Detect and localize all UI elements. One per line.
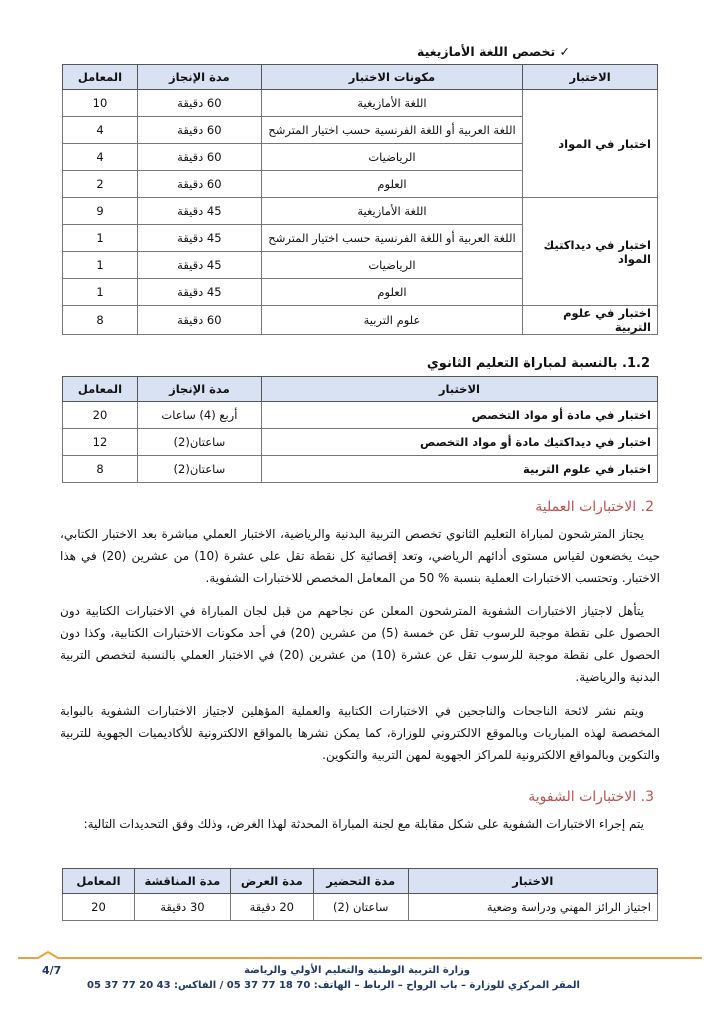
- header-coefficient: المعامل: [63, 869, 135, 894]
- table-header-row: [63, 869, 658, 894]
- practical-paragraph-3: ويتم نشر لائحة الناجحات والناجحين في الاختبارات الكتابية والعملية المؤهلين لاجتياز الاختبارات الشفوية بالبوابة المخصصة لهذه المباريات وبالموقع الالكتروني للوزارة، كما يمكن نشرها بالمواقع الالكترونية للأكاديميات الجهوية للتربية والتكوين وبالمواقع الالكترونية للمراكز الجهوية لمهن التربية والتكوين.: [60, 704, 660, 762]
- secondary-section-title: 1.2. بالنسبة لمباراة التعليم الثانوي: [426, 356, 650, 371]
- test-name: اختبار في مادة أو مواد التخصص: [261, 402, 657, 429]
- test-coefficient: 4: [63, 117, 138, 144]
- test-duration: 45 دقيقة: [137, 225, 261, 252]
- test-component: علوم التربية: [261, 306, 522, 335]
- test-name: اختبار في علوم التربية: [523, 306, 658, 335]
- specialization-heading-text: تخصص اللغة الأمازيغية: [417, 44, 556, 59]
- practical-tests-title: 2. الاختبارات العملية: [535, 499, 654, 515]
- test-component: اللغة الأمازيغية: [261, 198, 522, 225]
- specialization-heading: [417, 44, 570, 59]
- test-coefficient: 1: [63, 279, 138, 306]
- practical-paragraph-2: يتأهل لاجتياز الاختبارات الشفوية المترشحون المعلن عن نجاحهم من قبل لجان المباراة في الاختبارات الكتابية دون الحصول على نقطة موجبة للرسوب تقل عن خمسة (5) من عشرين (20) في أحد مكونات الاختبارات الكتابية، وكذا دون الحصول على نقطة موجبة للرسوب تقل عن عشرة (10) من عشرين (20) في الاختبار العملي بالنسبة لتخصص التربية البدنية والرياضية.: [60, 604, 661, 684]
- test-coefficient: 20: [63, 894, 135, 921]
- test-coefficient: 9: [63, 198, 138, 225]
- test-name: اختبار في المواد: [523, 90, 658, 198]
- header-duration: مدة الإنجاز: [137, 377, 261, 402]
- footer-wave-line: [18, 950, 702, 960]
- footer-address: المقر المركزي للوزارة – باب الرواح – الرباط – الهاتف: 70 18 77 37 05 / الفاكس: 43 20 77 37 05: [87, 980, 580, 991]
- test-name: اجتياز الرائز المهني ودراسة وضعية: [408, 894, 657, 921]
- presentation-duration: 20 دقيقة: [230, 894, 313, 921]
- test-coefficient: 1: [63, 225, 138, 252]
- oral-tests-title: 3. الاختبارات الشفوية: [528, 789, 654, 805]
- test-component: اللغة الأمازيغية: [261, 90, 522, 117]
- header-presentation: مدة العرض: [230, 869, 313, 894]
- oral-paragraph: يتم إجراء الاختبارات الشفوية على شكل مقابلة مع لجنة المباراة المحدثة لهذا الغرض، وذلك وفق التحديدات التالية:: [83, 817, 644, 831]
- header-discussion: مدة المناقشة: [134, 869, 230, 894]
- test-name: اختبار في علوم التربية: [261, 456, 657, 483]
- test-component: الرياضيات: [261, 144, 522, 171]
- test-coefficient: 10: [63, 90, 138, 117]
- footer-ministry: وزارة التربية الوطنية والتعليم الأولي والرياضة: [244, 965, 470, 976]
- test-coefficient: 8: [63, 456, 138, 483]
- check-icon: ✓: [559, 44, 570, 59]
- test-coefficient: 4: [63, 144, 138, 171]
- preparation-duration: ساعتان (2): [313, 894, 408, 921]
- test-duration: 45 دقيقة: [137, 198, 261, 225]
- test-component: اللغة العربية أو اللغة الفرنسية حسب اختيار المترشح: [261, 225, 522, 252]
- test-coefficient: 8: [63, 306, 138, 335]
- header-test: الاختبار: [523, 65, 658, 90]
- table-row: [63, 198, 658, 225]
- table-row: [63, 90, 658, 117]
- test-name: اختبار في ديداكتيك المواد: [523, 198, 658, 306]
- test-duration: 60 دقيقة: [137, 171, 261, 198]
- table-row: [63, 456, 658, 483]
- amazigh-tests-table: [62, 64, 658, 335]
- test-duration: ساعتان(2): [137, 456, 261, 483]
- header-components: مكونات الاختبار: [261, 65, 522, 90]
- header-test: الاختبار: [261, 377, 657, 402]
- test-duration: أربع (4) ساعات: [137, 402, 261, 429]
- header-preparation: مدة التحضير: [313, 869, 408, 894]
- test-duration: 60 دقيقة: [137, 144, 261, 171]
- test-duration: 60 دقيقة: [137, 90, 261, 117]
- test-coefficient: 2: [63, 171, 138, 198]
- test-coefficient: 20: [63, 402, 138, 429]
- page-number: 4/7: [42, 964, 62, 977]
- test-component: العلوم: [261, 279, 522, 306]
- table-header-row: [63, 377, 658, 402]
- test-duration: ساعتان(2): [137, 429, 261, 456]
- test-duration: 60 دقيقة: [137, 306, 261, 335]
- practical-paragraph-1: يجتاز المترشحون لمباراة التعليم الثانوي تخصص التربية البدنية والرياضية، الاختبار العملي مباشرة بعد الاختبار الكتابي، حيث يخضعون لقياس مستوى أدائهم الرياضي، وتعد إقصائية كل نقطة تقل على عشرة (10) من عشرين (20) في هذا الاختبار. وتحتسب الاختبارات العملية بنسبة % 50 من المعامل المخصص للاختبارات الشفوية.: [60, 527, 660, 585]
- test-duration: 45 دقيقة: [137, 252, 261, 279]
- test-duration: 60 دقيقة: [137, 117, 261, 144]
- test-coefficient: 1: [63, 252, 138, 279]
- table-row: [63, 306, 658, 335]
- header-coefficient: المعامل: [63, 65, 138, 90]
- test-component: اللغة العربية أو اللغة الفرنسية حسب اختيار المترشح: [261, 117, 522, 144]
- test-name: اختبار في ديداكتيك مادة أو مواد التخصص: [261, 429, 657, 456]
- test-duration: 45 دقيقة: [137, 279, 261, 306]
- discussion-duration: 30 دقيقة: [134, 894, 230, 921]
- secondary-tests-table: [62, 376, 658, 483]
- header-test: الاختبار: [408, 869, 657, 894]
- table-row: [63, 402, 658, 429]
- header-coefficient: المعامل: [63, 377, 138, 402]
- header-duration: مدة الإنجاز: [137, 65, 261, 90]
- test-component: الرياضيات: [261, 252, 522, 279]
- test-component: العلوم: [261, 171, 522, 198]
- table-row: [63, 894, 658, 921]
- table-row: [63, 429, 658, 456]
- oral-tests-table: [62, 868, 658, 921]
- table-header-row: [63, 65, 658, 90]
- test-coefficient: 12: [63, 429, 138, 456]
